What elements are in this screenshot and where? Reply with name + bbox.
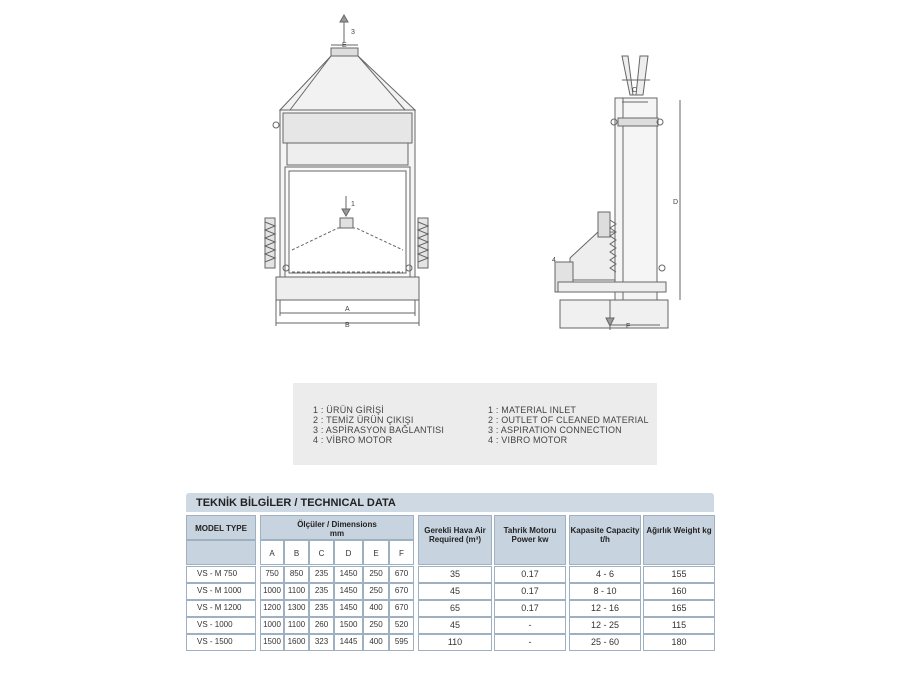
- row-motor-value: 0.17: [494, 566, 566, 583]
- row-motor-value: -: [494, 634, 566, 651]
- legend-english: [488, 405, 649, 445]
- legend-panel: [293, 383, 657, 465]
- row-dimension-value: 1100: [284, 583, 309, 600]
- row-dimension-value: 670: [389, 566, 414, 583]
- dimensions-header: Ölçüler / Dimensions mm: [260, 515, 414, 540]
- row-dimension-value: 1445: [334, 634, 363, 651]
- legend-item: 2 : TEMİZ ÜRÜN ÇIKIŞI: [313, 415, 414, 425]
- row-weight-value: 160: [643, 583, 715, 600]
- side-view: [555, 56, 680, 330]
- row-capacity-value: 12 - 25: [569, 617, 641, 634]
- row-dimension-value: 1200: [260, 600, 284, 617]
- row-model: VS - 1500: [186, 634, 256, 651]
- row-dimension-value: 1100: [284, 617, 309, 634]
- row-dimension-value: 850: [284, 566, 309, 583]
- label-4: 4: [552, 257, 556, 264]
- row-capacity-value: 4 - 6: [569, 566, 641, 583]
- row-motor-value: 0.17: [494, 583, 566, 600]
- legend-item: 4 : VİBRO MOTOR: [313, 435, 393, 445]
- dimension-letter-A: A: [260, 540, 284, 565]
- row-dimension-value: 250: [363, 617, 389, 634]
- row-capacity-value: 25 - 60: [569, 634, 641, 651]
- row-dimension-value: 750: [260, 566, 284, 583]
- row-motor-value: 0.17: [494, 600, 566, 617]
- label-A: A: [345, 306, 350, 313]
- row-model: VS - M 750: [186, 566, 256, 583]
- row-dimension-value: 520: [389, 617, 414, 634]
- row-weight-value: 115: [643, 617, 715, 634]
- row-weight-value: 165: [643, 600, 715, 617]
- row-air-value: 110: [418, 634, 492, 651]
- row-dimension-value: 250: [363, 566, 389, 583]
- label-1: 1: [351, 201, 355, 208]
- legend-item: 4 : VIBRO MOTOR: [488, 435, 568, 445]
- row-dimension-value: 595: [389, 634, 414, 651]
- dimensions-unit: mm: [329, 529, 345, 538]
- capacity-header: Kapasite Capacity t/h: [569, 515, 641, 565]
- label-C: C: [632, 87, 638, 94]
- row-motor-value: -: [494, 617, 566, 634]
- row-dimension-value: 1500: [260, 634, 284, 651]
- row-dimension-value: 1450: [334, 566, 363, 583]
- label-3: 3: [351, 29, 355, 36]
- air-required-header: Gerekli Hava Air Required (m³): [418, 515, 492, 565]
- row-dimension-value: 400: [363, 600, 389, 617]
- row-dimension-value: 400: [363, 634, 389, 651]
- row-air-value: 45: [418, 583, 492, 600]
- row-capacity-value: 8 - 10: [569, 583, 641, 600]
- weight-header: Ağırlık Weight kg: [643, 515, 715, 565]
- row-model: VS - M 1000: [186, 583, 256, 600]
- row-dimension-value: 235: [309, 583, 334, 600]
- dimension-letter-C: C: [309, 540, 334, 565]
- legend-item: 3 : ASPIRATION CONNECTION: [488, 425, 622, 435]
- legend-item: 2 : OUTLET OF CLEANED MATERIAL: [488, 415, 649, 425]
- row-dimension-value: 1500: [334, 617, 363, 634]
- row-dimension-value: 1450: [334, 583, 363, 600]
- row-dimension-value: 1000: [260, 583, 284, 600]
- row-air-value: 35: [418, 566, 492, 583]
- row-dimension-value: 260: [309, 617, 334, 634]
- legend-item: 1 : ÜRÜN GİRİŞİ: [313, 405, 385, 415]
- row-capacity-value: 12 - 16: [569, 600, 641, 617]
- legend-item: 3 : ASPİRASYON BAĞLANTISI: [313, 425, 445, 435]
- row-air-value: 45: [418, 617, 492, 634]
- front-view: [265, 15, 428, 326]
- label-E: E: [342, 42, 347, 49]
- technical-data-title: TEKNİK BİLGİLER / TECHNICAL DATA: [196, 497, 396, 509]
- model-type-header: MODEL TYPE: [186, 515, 256, 540]
- label-B: B: [345, 322, 350, 329]
- legend-item: 1 : MATERIAL INLET: [488, 405, 577, 415]
- dimension-letter-E: E: [363, 540, 389, 565]
- row-model: VS - M 1200: [186, 600, 256, 617]
- model-type-header-filler: [186, 540, 256, 565]
- label-F: F: [626, 323, 631, 330]
- row-air-value: 65: [418, 600, 492, 617]
- row-model: VS - 1000: [186, 617, 256, 634]
- dimension-letter-F: F: [389, 540, 414, 565]
- label-D: D: [673, 199, 679, 206]
- row-dimension-value: 323: [309, 634, 334, 651]
- dimension-letter-B: B: [284, 540, 309, 565]
- row-dimension-value: 250: [363, 583, 389, 600]
- row-dimension-value: 670: [389, 600, 414, 617]
- motor-power-header: Tahrik Motoru Power kw: [494, 515, 566, 565]
- legend-turkish: [313, 405, 444, 445]
- row-weight-value: 155: [643, 566, 715, 583]
- row-dimension-value: 1450: [334, 600, 363, 617]
- row-dimension-value: 235: [309, 566, 334, 583]
- row-dimension-value: 1000: [260, 617, 284, 634]
- row-weight-value: 180: [643, 634, 715, 651]
- technical-data-header: [186, 493, 714, 512]
- row-dimension-value: 670: [389, 583, 414, 600]
- dimension-letter-D: D: [334, 540, 363, 565]
- row-dimension-value: 1600: [284, 634, 309, 651]
- row-dimension-value: 1300: [284, 600, 309, 617]
- row-dimension-value: 235: [309, 600, 334, 617]
